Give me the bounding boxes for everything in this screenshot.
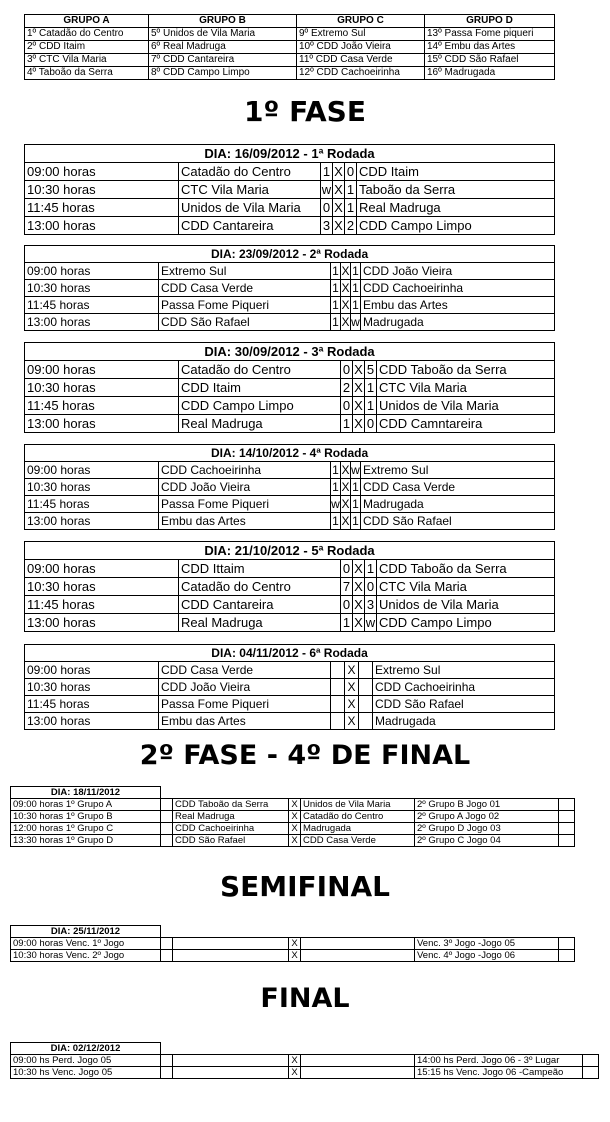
match-row (25, 379, 555, 397)
match-row (25, 513, 555, 530)
match-time: 11:45 horas (25, 397, 179, 415)
versus-mark: X (341, 480, 350, 494)
versus-mark: X (341, 463, 350, 477)
round-2-table (24, 245, 555, 331)
away-score: 1 (352, 264, 359, 278)
group-b-header: GRUPO B (149, 15, 297, 28)
versus-mark: X (341, 497, 350, 511)
home-team: CTC Vila Maria (179, 181, 321, 199)
versus-mark: X (334, 218, 343, 233)
away-score: 0 (365, 578, 377, 596)
away-score: 0 (365, 415, 377, 433)
match-row (25, 578, 555, 596)
home-score: 0 (341, 361, 353, 379)
semifinal-row (11, 938, 575, 950)
home-team: CDD São Rafael (173, 835, 289, 847)
versus-mark: X (289, 950, 301, 962)
away-score: 1 (365, 397, 377, 415)
match-label: 10:30 horas Venc. 2º Jogo (11, 950, 161, 962)
away-score: 1 (352, 497, 359, 511)
group-cell: 9º Extremo Sul (297, 28, 425, 41)
match-label: 10:30 horas 1º Grupo B (11, 811, 161, 823)
quartas-table (10, 786, 575, 847)
match-info: Venc. 3º Jogo -Jogo 05 (415, 938, 559, 950)
away-team: CDD João Vieira (361, 263, 555, 280)
match-row (25, 496, 555, 513)
away-team: Madrugada (361, 496, 555, 513)
away-team: Unidos de Vila Maria (377, 397, 555, 415)
group-cell: 15º CDD São Rafael (425, 54, 555, 67)
semifinal-date: DIA: 25/11/2012 (11, 926, 161, 938)
final-row (11, 1067, 599, 1079)
home-score: 0 (341, 560, 353, 578)
groups-row (25, 54, 555, 67)
away-score (359, 696, 373, 713)
round-6-table (24, 644, 555, 730)
versus-mark: X (289, 811, 301, 823)
match-time: 09:00 horas (25, 361, 179, 379)
away-score: 3 (365, 596, 377, 614)
group-cell: 10º CDD João Vieira (297, 41, 425, 54)
match-time: 13:00 horas (25, 513, 159, 530)
away-team: CDD Campo Limpo (377, 614, 555, 632)
home-team: CDD Cantareira (179, 217, 321, 235)
fase2-heading: 2º FASE - 4º DE FINAL (139, 740, 471, 771)
away-score: 1 (352, 281, 359, 295)
away-team: CDD São Rafael (361, 513, 555, 530)
away-score: 1 (365, 560, 377, 578)
home-team: Real Madruga (179, 415, 341, 433)
away-score (359, 679, 373, 696)
home-score: 1 (332, 463, 339, 477)
round-title: DIA: 30/09/2012 - 3ª Rodada (25, 343, 555, 361)
versus-mark: X (341, 281, 350, 295)
match-label: 10:30 hs Venc. Jogo 05 (11, 1067, 161, 1079)
match-row (25, 713, 555, 730)
home-score: 1 (332, 315, 339, 329)
versus-mark: X (354, 597, 363, 612)
away-team: CTC Vila Maria (377, 379, 555, 397)
group-d-header: GRUPO D (425, 15, 555, 28)
away-team: CDD Casa Verde (301, 835, 415, 847)
quartas-row (11, 835, 575, 847)
away-score: 1 (365, 379, 377, 397)
match-row (25, 297, 555, 314)
match-label: 12:00 horas 1º Grupo C (11, 823, 161, 835)
match-time: 13:00 horas (25, 314, 159, 331)
home-team: CDD São Rafael (159, 314, 331, 331)
away-score: w (351, 315, 360, 329)
match-label: 09:00 horas Venc. 1º Jogo (11, 938, 161, 950)
home-team: CDD João Vieira (159, 479, 331, 496)
final-table (10, 1042, 599, 1079)
match-time: 11:45 horas (25, 696, 159, 713)
match-info: 2º Grupo B Jogo 01 (415, 799, 559, 811)
round-5-table (24, 541, 555, 632)
home-score: 1 (341, 415, 353, 433)
semifinal-table (10, 925, 575, 962)
quartas-date: DIA: 18/11/2012 (11, 787, 161, 799)
versus-mark: X (345, 696, 359, 713)
away-team: CDD Campo Limpo (357, 217, 555, 235)
versus-mark: X (341, 514, 350, 528)
match-row (25, 397, 555, 415)
group-cell: 14º Embu das Artes (425, 41, 555, 54)
away-score: 0 (345, 163, 357, 181)
versus-mark: X (341, 298, 350, 312)
versus-mark: X (345, 662, 359, 679)
away-score: 1 (352, 298, 359, 312)
away-team: Madrugada (373, 713, 555, 730)
away-team: CDD São Rafael (373, 696, 555, 713)
match-time: 10:30 horas (25, 181, 179, 199)
round-title: DIA: 04/11/2012 - 6ª Rodada (25, 645, 555, 662)
home-score (331, 713, 345, 730)
away-team: Taboão da Serra (357, 181, 555, 199)
match-time: 09:00 horas (25, 560, 179, 578)
home-team: CDD Taboão da Serra (173, 799, 289, 811)
away-team: CTC Vila Maria (377, 578, 555, 596)
match-label: 09:00 horas 1º Grupo A (11, 799, 161, 811)
home-team: Extremo Sul (159, 263, 331, 280)
groups-row (25, 67, 555, 80)
match-time: 13:00 horas (25, 415, 179, 433)
match-time: 11:45 horas (25, 297, 159, 314)
versus-mark: X (354, 561, 363, 576)
final-row (11, 1055, 599, 1067)
home-score: 3 (321, 217, 333, 235)
match-time: 11:45 horas (25, 596, 179, 614)
versus-mark: X (341, 315, 350, 329)
group-cell: 6º Real Madruga (149, 41, 297, 54)
home-team: Passa Fome Piqueri (159, 696, 331, 713)
away-score: w (351, 463, 360, 477)
away-team: CDD Itaim (357, 163, 555, 181)
away-score: 2 (345, 217, 357, 235)
home-score (331, 662, 345, 679)
away-score: 1 (352, 480, 359, 494)
match-row (25, 361, 555, 379)
versus-mark: X (289, 823, 301, 835)
versus-mark: X (289, 1067, 301, 1079)
away-score: w (365, 615, 376, 630)
home-score: 0 (341, 397, 353, 415)
versus-mark: X (354, 579, 363, 594)
match-info: Venc. 4º Jogo -Jogo 06 (415, 950, 559, 962)
home-team: CDD Cachoeirinha (159, 462, 331, 479)
match-row (25, 280, 555, 297)
match-time: 13:00 horas (25, 217, 179, 235)
away-score: 1 (345, 181, 357, 199)
away-score: 5 (365, 361, 377, 379)
away-team: CDD Cachoeirinha (361, 280, 555, 297)
home-team: CDD Cachoeirinha (173, 823, 289, 835)
semifinal-row (11, 950, 575, 962)
match-time: 10:30 horas (25, 578, 179, 596)
group-cell: 12º CDD Cachoeirinha (297, 67, 425, 80)
semifinal-heading: SEMIFINAL (219, 870, 391, 903)
home-score: 0 (321, 199, 333, 217)
group-cell: 13º Passa Fome piqueri (425, 28, 555, 41)
versus-mark: X (334, 164, 343, 179)
quartas-row (11, 799, 575, 811)
home-score: 7 (341, 578, 353, 596)
match-row (25, 560, 555, 578)
versus-mark: X (345, 713, 359, 730)
home-team: CDD Casa Verde (159, 662, 331, 679)
away-team: CDD Casa Verde (361, 479, 555, 496)
match-time: 10:30 horas (25, 679, 159, 696)
match-time: 09:00 horas (25, 462, 159, 479)
home-team: Real Madruga (173, 811, 289, 823)
match-time: 10:30 horas (25, 479, 159, 496)
home-score: w (331, 497, 340, 511)
away-team: Extremo Sul (361, 462, 555, 479)
match-row (25, 163, 555, 181)
home-score: 1 (332, 281, 339, 295)
match-info: 2º Grupo D Jogo 03 (415, 823, 559, 835)
away-score: 1 (352, 514, 359, 528)
home-team: Embu das Artes (159, 713, 331, 730)
match-row (25, 181, 555, 199)
home-team: Embu das Artes (159, 513, 331, 530)
fase1-heading: 1º FASE (244, 95, 366, 128)
group-a-header: GRUPO A (25, 15, 149, 28)
match-row (25, 314, 555, 331)
match-info: 2º Grupo C Jogo 04 (415, 835, 559, 847)
match-time: 13:00 horas (25, 713, 159, 730)
home-score: 1 (321, 163, 333, 181)
group-cell: 3º CTC Vila Maria (25, 54, 149, 67)
match-label: 13:30 horas 1º Grupo D (11, 835, 161, 847)
versus-mark: X (334, 182, 343, 197)
away-team: CDD Taboão da Serra (377, 560, 555, 578)
versus-mark: X (289, 1055, 301, 1067)
match-row (25, 479, 555, 496)
match-label: 09:00 hs Perd. Jogo 05 (11, 1055, 161, 1067)
groups-table (24, 14, 555, 80)
group-cell: 4º Taboão da Serra (25, 67, 149, 80)
away-team: Unidos de Vila Maria (377, 596, 555, 614)
match-time: 09:00 horas (25, 662, 159, 679)
match-row (25, 696, 555, 713)
away-team: Extremo Sul (373, 662, 555, 679)
home-score: 1 (332, 480, 339, 494)
groups-header-row (25, 15, 555, 28)
group-cell: 7º CDD Cantareira (149, 54, 297, 67)
versus-mark: X (289, 938, 301, 950)
away-score (359, 713, 373, 730)
match-info: 15:15 hs Venc. Jogo 06 -Campeão (415, 1067, 583, 1079)
away-team: Real Madruga (357, 199, 555, 217)
match-row (25, 596, 555, 614)
match-time: 11:45 horas (25, 199, 179, 217)
groups-row (25, 28, 555, 41)
round-3-table (24, 342, 555, 433)
round-1-table (24, 144, 555, 235)
away-team: CDD Taboão da Serra (377, 361, 555, 379)
quartas-row (11, 823, 575, 835)
versus-mark: X (354, 398, 363, 413)
round-title: DIA: 23/09/2012 - 2ª Rodada (25, 246, 555, 263)
group-cell: 16º Madrugada (425, 67, 555, 80)
away-team: CDD Cachoeirinha (373, 679, 555, 696)
quartas-row (11, 811, 575, 823)
home-team: CDD Casa Verde (159, 280, 331, 297)
away-team: Catadão do Centro (301, 811, 415, 823)
home-team: Catadão do Centro (179, 578, 341, 596)
round-title: DIA: 21/10/2012 - 5ª Rodada (25, 542, 555, 560)
versus-mark: X (289, 835, 301, 847)
match-time: 09:00 horas (25, 263, 159, 280)
match-row (25, 679, 555, 696)
away-team: Madrugada (361, 314, 555, 331)
final-date: DIA: 02/12/2012 (11, 1043, 161, 1055)
home-score: 1 (341, 614, 353, 632)
match-time: 13:00 horas (25, 614, 179, 632)
group-c-header: GRUPO C (297, 15, 425, 28)
group-cell: 5º Unidos de Vila Maria (149, 28, 297, 41)
away-score (359, 662, 373, 679)
home-team: CDD Cantareira (179, 596, 341, 614)
match-row (25, 263, 555, 280)
versus-mark: X (289, 799, 301, 811)
match-row (25, 415, 555, 433)
versus-mark: X (354, 416, 363, 431)
round-title: DIA: 16/09/2012 - 1ª Rodada (25, 145, 555, 163)
versus-mark: X (345, 679, 359, 696)
home-score: 0 (341, 596, 353, 614)
home-team: CDD Itaim (179, 379, 341, 397)
away-score: 1 (345, 199, 357, 217)
match-time: 09:00 horas (25, 163, 179, 181)
away-team: Unidos de Vila Maria (301, 799, 415, 811)
home-team: Catadão do Centro (179, 163, 321, 181)
versus-mark: X (354, 380, 363, 395)
match-time: 10:30 horas (25, 280, 159, 297)
home-team: Passa Fome Piqueri (159, 496, 331, 513)
away-team: Embu das Artes (361, 297, 555, 314)
final-heading: FINAL (260, 983, 350, 1014)
match-time: 11:45 horas (25, 496, 159, 513)
home-score: 1 (332, 264, 339, 278)
match-info: 2º Grupo A Jogo 02 (415, 811, 559, 823)
away-team: CDD Camntareira (377, 415, 555, 433)
home-score: w (321, 182, 332, 197)
groups-row (25, 41, 555, 54)
match-info: 14:00 hs Perd. Jogo 06 - 3º Lugar (415, 1055, 583, 1067)
home-team: Passa Fome Piqueri (159, 297, 331, 314)
group-cell: 2º CDD Itaim (25, 41, 149, 54)
round-4-table (24, 444, 555, 530)
match-row (25, 662, 555, 679)
home-team: Unidos de Vila Maria (179, 199, 321, 217)
match-row (25, 199, 555, 217)
versus-mark: X (354, 362, 363, 377)
group-cell: 11º CDD Casa Verde (297, 54, 425, 67)
home-score: 1 (332, 298, 339, 312)
match-time: 10:30 horas (25, 379, 179, 397)
home-score: 2 (341, 379, 353, 397)
home-score (331, 696, 345, 713)
away-team: Madrugada (301, 823, 415, 835)
home-team: Real Madruga (179, 614, 341, 632)
round-title: DIA: 14/10/2012 - 4ª Rodada (25, 445, 555, 462)
match-row (25, 217, 555, 235)
match-row (25, 462, 555, 479)
match-row (25, 614, 555, 632)
home-score (331, 679, 345, 696)
versus-mark: X (354, 615, 363, 630)
home-team: Catadão do Centro (179, 361, 341, 379)
versus-mark: X (334, 200, 343, 215)
group-cell: 1º Catadão do Centro (25, 28, 149, 41)
home-team: CDD João Vieira (159, 679, 331, 696)
versus-mark: X (341, 264, 350, 278)
group-cell: 8º CDD Campo Limpo (149, 67, 297, 80)
home-team: CDD Ittaim (179, 560, 341, 578)
home-score: 1 (332, 514, 339, 528)
home-team: CDD Campo Limpo (179, 397, 341, 415)
